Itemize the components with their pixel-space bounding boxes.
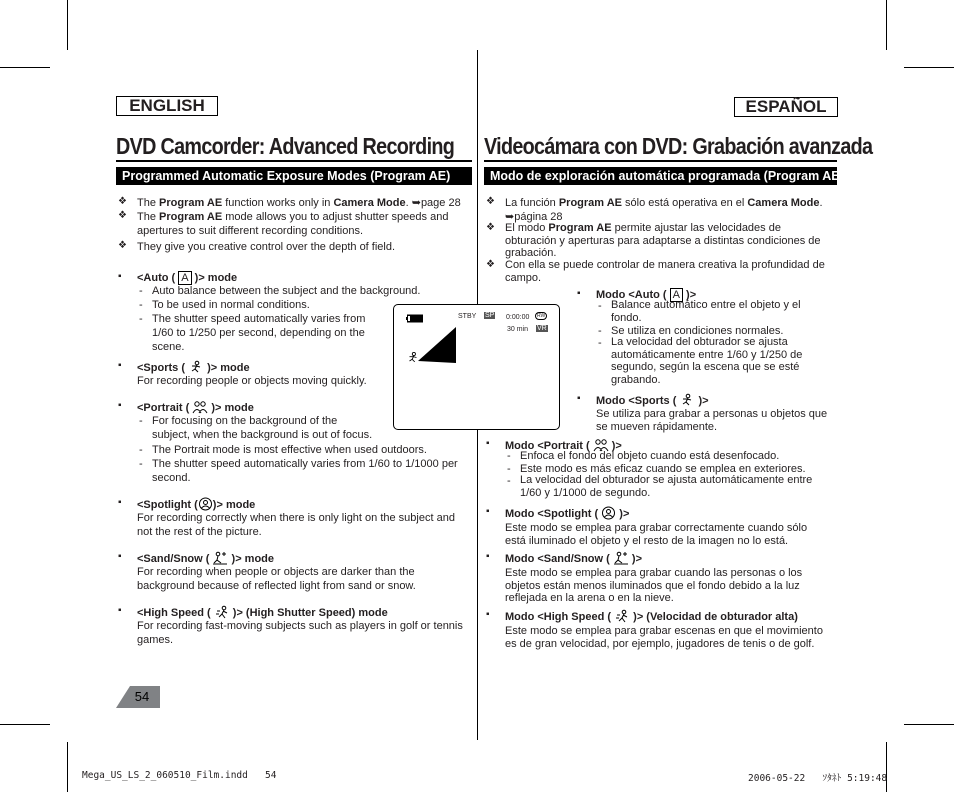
crop-mark (886, 742, 887, 792)
crop-mark (67, 0, 68, 50)
sports-icon (188, 360, 204, 374)
es-spotlight-heading: Modo <Spotlight ( )> (505, 508, 630, 520)
screen-sp-badge: SP (485, 312, 495, 319)
en-sports-1: For recording people or objects moving quickly. (137, 375, 367, 387)
en-sandsnow-heading: <Sand/Snow ( )> mode (137, 553, 275, 565)
crop-mark (0, 67, 50, 68)
es-sandsnow-1: Este modo se emplea para grabar cuando las personas o los objetos están menos iluminados que el fondo debido a la luz reflejada en la arena o en la nieve. (505, 567, 803, 604)
es-intro-1: La función Program AE sólo está operativa en el Camera Mode. ➥página 28 (505, 197, 823, 223)
auto-a-icon: A (178, 271, 191, 285)
bullet-square-icon: ▪ (118, 605, 122, 616)
bullet-square-icon: ▪ (118, 271, 122, 282)
bullet-diamond-icon: ❖ (118, 196, 127, 207)
en-spotlight-heading: <Spotlight ( )> mode (137, 499, 256, 511)
es-spotlight-1: Este modo se emplea para grabar correctamente cuando sólo está iluminado el objeto y el resto de la imagen no lo está. (505, 522, 808, 547)
screen-vr: VR (537, 325, 547, 332)
es-intro-3: Con ella se puede controlar de manera creativa la profundidad de campo. (505, 259, 825, 284)
en-portrait-2: The Portrait mode is most effective when used outdoors. (152, 444, 427, 456)
screen-time: 0:00:00 (506, 314, 530, 321)
section-header-english: Programmed Automatic Exposure Modes (Program AE) (116, 167, 472, 185)
screen-remaining: 30 min (507, 326, 529, 333)
screen-stby: STBY (458, 313, 477, 320)
en-portrait-3: The shutter speed automatically varies from 1/60 to 1/1000 per second. (152, 458, 458, 484)
footer-timestamp: 2006-05-22 ｿﾀﾈﾄ 5:19:48 (748, 773, 888, 784)
title-rule-right (484, 160, 837, 162)
bullet-square-icon: ▪ (486, 551, 490, 562)
auto-a-icon: A (670, 288, 683, 302)
bullet-square-icon: ▪ (118, 400, 122, 411)
es-auto-heading: Modo <Auto ( A )> (596, 289, 697, 301)
es-intro-2: El modo Program AE permite ajustar las velocidades de obturación y aperturas para adaptarse a distintas condiciones de grabación. (505, 222, 821, 259)
bullet-square-icon: ▪ (486, 609, 490, 620)
footer-file-info: Mega_US_LS_2_060510_Film.indd 54 (82, 770, 277, 781)
espanol-tab: ESPAÑOL (734, 97, 838, 117)
sports-icon (679, 393, 695, 407)
high-speed-icon (214, 605, 230, 619)
camcorder-screen (393, 304, 560, 430)
bullet-square-icon: ▪ (577, 393, 581, 404)
title-spanish: Videocámara con DVD: Grabación avanzada (484, 133, 873, 159)
screen-rw: RW (537, 313, 546, 319)
english-tab: ENGLISH (116, 96, 218, 116)
es-sports-heading: Modo <Sports ( )> (596, 395, 709, 407)
bullet-square-icon: ▪ (577, 288, 581, 299)
es-highspeed-heading: Modo <High Speed ( )> (Velocidad de obturador alta) (505, 611, 798, 623)
en-portrait-heading: <Portrait ( )> mode (137, 402, 254, 414)
bullet-diamond-icon: ❖ (118, 210, 127, 221)
es-auto-2: Se utiliza en condiciones normales. (611, 325, 784, 337)
bullet-square-icon: ▪ (486, 506, 490, 517)
en-portrait-1: For focusing on the background of the subject, when the background is out of focus. (152, 415, 373, 441)
crop-mark (0, 724, 50, 725)
en-intro-2: The Program AE mode allows you to adjust shutter speeds and apertures to suit different recording conditions. (137, 211, 449, 237)
crop-mark (904, 67, 954, 68)
es-highspeed-1: Este modo se emplea para grabar escenas en que el movimiento es de gran velocidad, por ejemplo, jugadores de tenis o de golf. (505, 625, 823, 650)
bullet-diamond-icon: ❖ (486, 196, 495, 207)
bullet-diamond-icon: ❖ (118, 240, 127, 251)
bullet-diamond-icon: ❖ (486, 259, 495, 270)
en-highspeed-heading: <High Speed ( )> (High Shutter Speed) mode (137, 607, 388, 619)
en-auto-2: To be used in normal conditions. (152, 299, 310, 311)
bullet-square-icon: ▪ (118, 360, 122, 371)
crop-mark (904, 724, 954, 725)
en-intro-3: They give you creative control over the depth of field. (137, 241, 396, 253)
en-auto-3: The shutter speed automatically varies from 1/60 to 1/250 per second, depending on the scene. (152, 313, 366, 353)
bullet-square-icon: ▪ (118, 551, 122, 562)
es-portrait-heading: Modo <Portrait ( )> (505, 440, 622, 452)
pointer-triangle (418, 327, 458, 363)
es-auto-3: La velocidad del obturador se ajusta automáticamente entre 1/60 y 1/250 de segundo, según la escena que se esté grabando. (611, 336, 803, 386)
en-spotlight-1: For recording correctly when there is only light on the subject and not the rest of the picture. (137, 512, 455, 538)
bullet-square-icon: ▪ (486, 438, 490, 449)
bullet-diamond-icon: ❖ (486, 222, 495, 233)
es-portrait-1: Enfoca el fondo del objeto cuando está desenfocado. (520, 450, 780, 462)
crop-mark (886, 0, 887, 50)
sand-snow-icon (212, 551, 228, 565)
sand-snow-icon (613, 551, 629, 565)
title-rule-left (116, 160, 472, 162)
crop-mark (67, 742, 68, 792)
portrait-icon (192, 400, 208, 414)
spotlight-icon (198, 497, 213, 511)
en-intro-1: The Program AE function works only in Camera Mode. ➥page 28 (137, 197, 461, 209)
en-sandsnow-1: For recording when people or objects are darker than the background because of reflected light from sand or snow. (137, 566, 416, 592)
battery-icon (406, 314, 424, 323)
en-highspeed-1: For recording fast-moving subjects such as players in golf or tennis games. (137, 620, 463, 646)
en-sports-heading: <Sports ( )> mode (137, 362, 250, 374)
es-portrait-2: Este modo es más eficaz cuando se emplea en exteriores. (520, 463, 806, 475)
sports-icon (406, 351, 420, 364)
en-auto-heading: <Auto ( A )> mode (137, 272, 238, 284)
es-auto-1: Balance automático entre el objeto y el fondo. (611, 299, 801, 324)
en-auto-1: Auto balance between the subject and the background. (152, 285, 421, 297)
page-number: 54 (134, 689, 150, 704)
es-sports-1: Se utiliza para grabar a personas u objetos que se mueven rápidamente. (596, 408, 828, 433)
title-english: DVD Camcorder: Advanced Recording (116, 133, 455, 159)
high-speed-icon (614, 609, 630, 623)
spotlight-icon (601, 506, 616, 520)
bullet-square-icon: ▪ (118, 497, 122, 508)
section-header-spanish: Modo de exploración automática programada (Program AE) (484, 167, 837, 185)
es-portrait-3: La velocidad del obturador se ajusta automáticamente entre 1/60 y 1/1000 de segundo. (520, 474, 813, 499)
es-sandsnow-heading: Modo <Sand/Snow ( )> (505, 553, 643, 565)
